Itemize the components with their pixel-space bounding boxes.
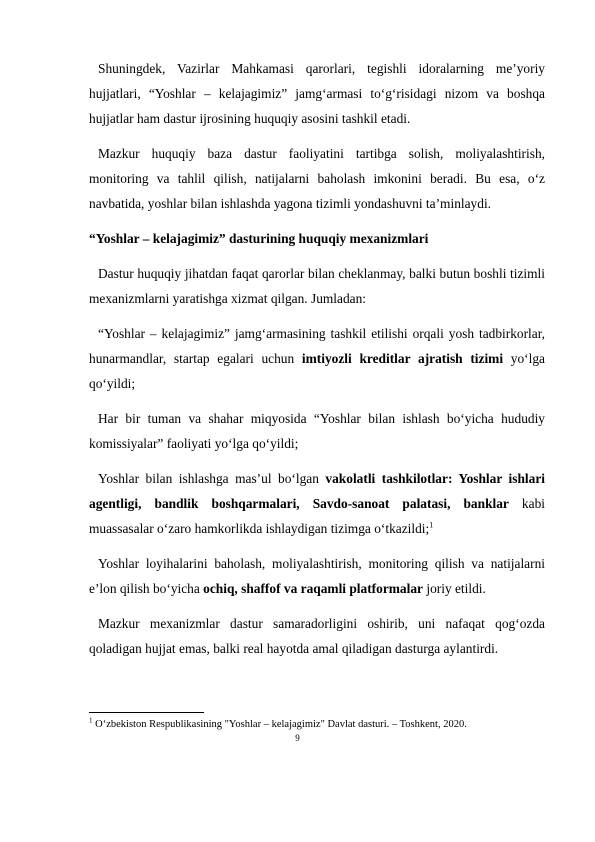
footnote-reference[interactable]: 1 xyxy=(429,520,434,530)
paragraph-mechanisms-intro: Dastur huquqiy jihatdan faqat qarorlar bilan cheklanmay, balki butun boshli tizimli mexanizmlarni yaratishga xizmat qilgan. Jumladan: xyxy=(89,266,545,306)
paragraph-conclusion: Mazkur mexanizmlar dastur samaradorligini oshirib, uni nafaqat qog‘ozda qoladigan hujjat emas, balki real hayotda amal qiladigan dasturga aylantirdi. xyxy=(89,616,545,656)
text-span: kabi muassasalar o‘zaro hamkorlikda ishlaydigan tizimga o‘tkazildi; xyxy=(89,496,545,536)
bold-text: ochiq, shaffof va raqamli platformalar xyxy=(203,581,423,596)
section-heading: “Yoshlar – kelajagimiz” dasturining huquqiy mexanizmlari xyxy=(89,231,429,246)
footnote xyxy=(89,718,545,732)
document-body xyxy=(89,56,545,671)
footnote-separator xyxy=(89,712,204,713)
paragraph-digital-platforms xyxy=(89,551,545,601)
paragraph-regional-commissions: Har bir tuman va shahar miqyosida “Yoshlar bilan ishlash bo‘yicha hududiy komissiyalar” faoliyati yo‘lga qo‘yildi; xyxy=(89,411,545,451)
paragraph-legal-framework: Mazkur huquqiy baza dastur faoliyatini tartibga solish, moliyalashtirish, monitoring va tahlil qilish, natijalarni baholash imkonini beradi. Bu esa, o‘z navbatida, yoshlar bilan ishlashda yagona tizimli yondashuvni ta’minlaydi. xyxy=(89,146,545,211)
paragraph-authorized-organizations xyxy=(89,466,545,541)
text-span: “Yoshlar – kelajagimiz” jamg‘armasining tashkil etilishi orqali yosh tadbirkorlar, hunarmandlar, startap egalari uchun xyxy=(89,326,545,366)
footnote-text: O‘zbekiston Respublikasining "Yoshlar – kelajagimiz" Davlat dasturi. – Toshkent, 2020. xyxy=(92,719,467,730)
text-span: Yoshlar bilan ishlashga mas’ul bo‘lgan xyxy=(98,471,326,486)
text-span: joriy etildi. xyxy=(423,581,486,596)
bold-text: vakolatli tashkilotlar: Yoshlar ishlari agentligi, bandlik boshqarmalari, Savdo-sanoat palatasi, banklar xyxy=(89,471,545,511)
paragraph-legal-basis: Shuningdek, Vazirlar Mahkamasi qarorlari, tegishli idoralarning me’yoriy hujjatlari, “Yoshlar – kelajagimiz” jamg‘armasi to‘g‘risidagi nizom va boshqa hujjatlar ham dastur ijrosining huquqiy asosini tashkil etadi. xyxy=(89,61,545,126)
footnote-marker: 1 xyxy=(89,716,93,725)
text-span: Yoshlar loyihalarini baholash, moliyalashtirish, monitoring qilish va natijalarni e’lon qilish bo‘yicha xyxy=(89,556,545,596)
paragraph-credit-system xyxy=(89,321,545,396)
text-span: yo‘lga qo‘yildi; xyxy=(89,351,545,391)
page-number: 9 xyxy=(295,733,300,743)
bold-text: imtiyozli kreditlar ajratish tizimi xyxy=(301,351,504,366)
